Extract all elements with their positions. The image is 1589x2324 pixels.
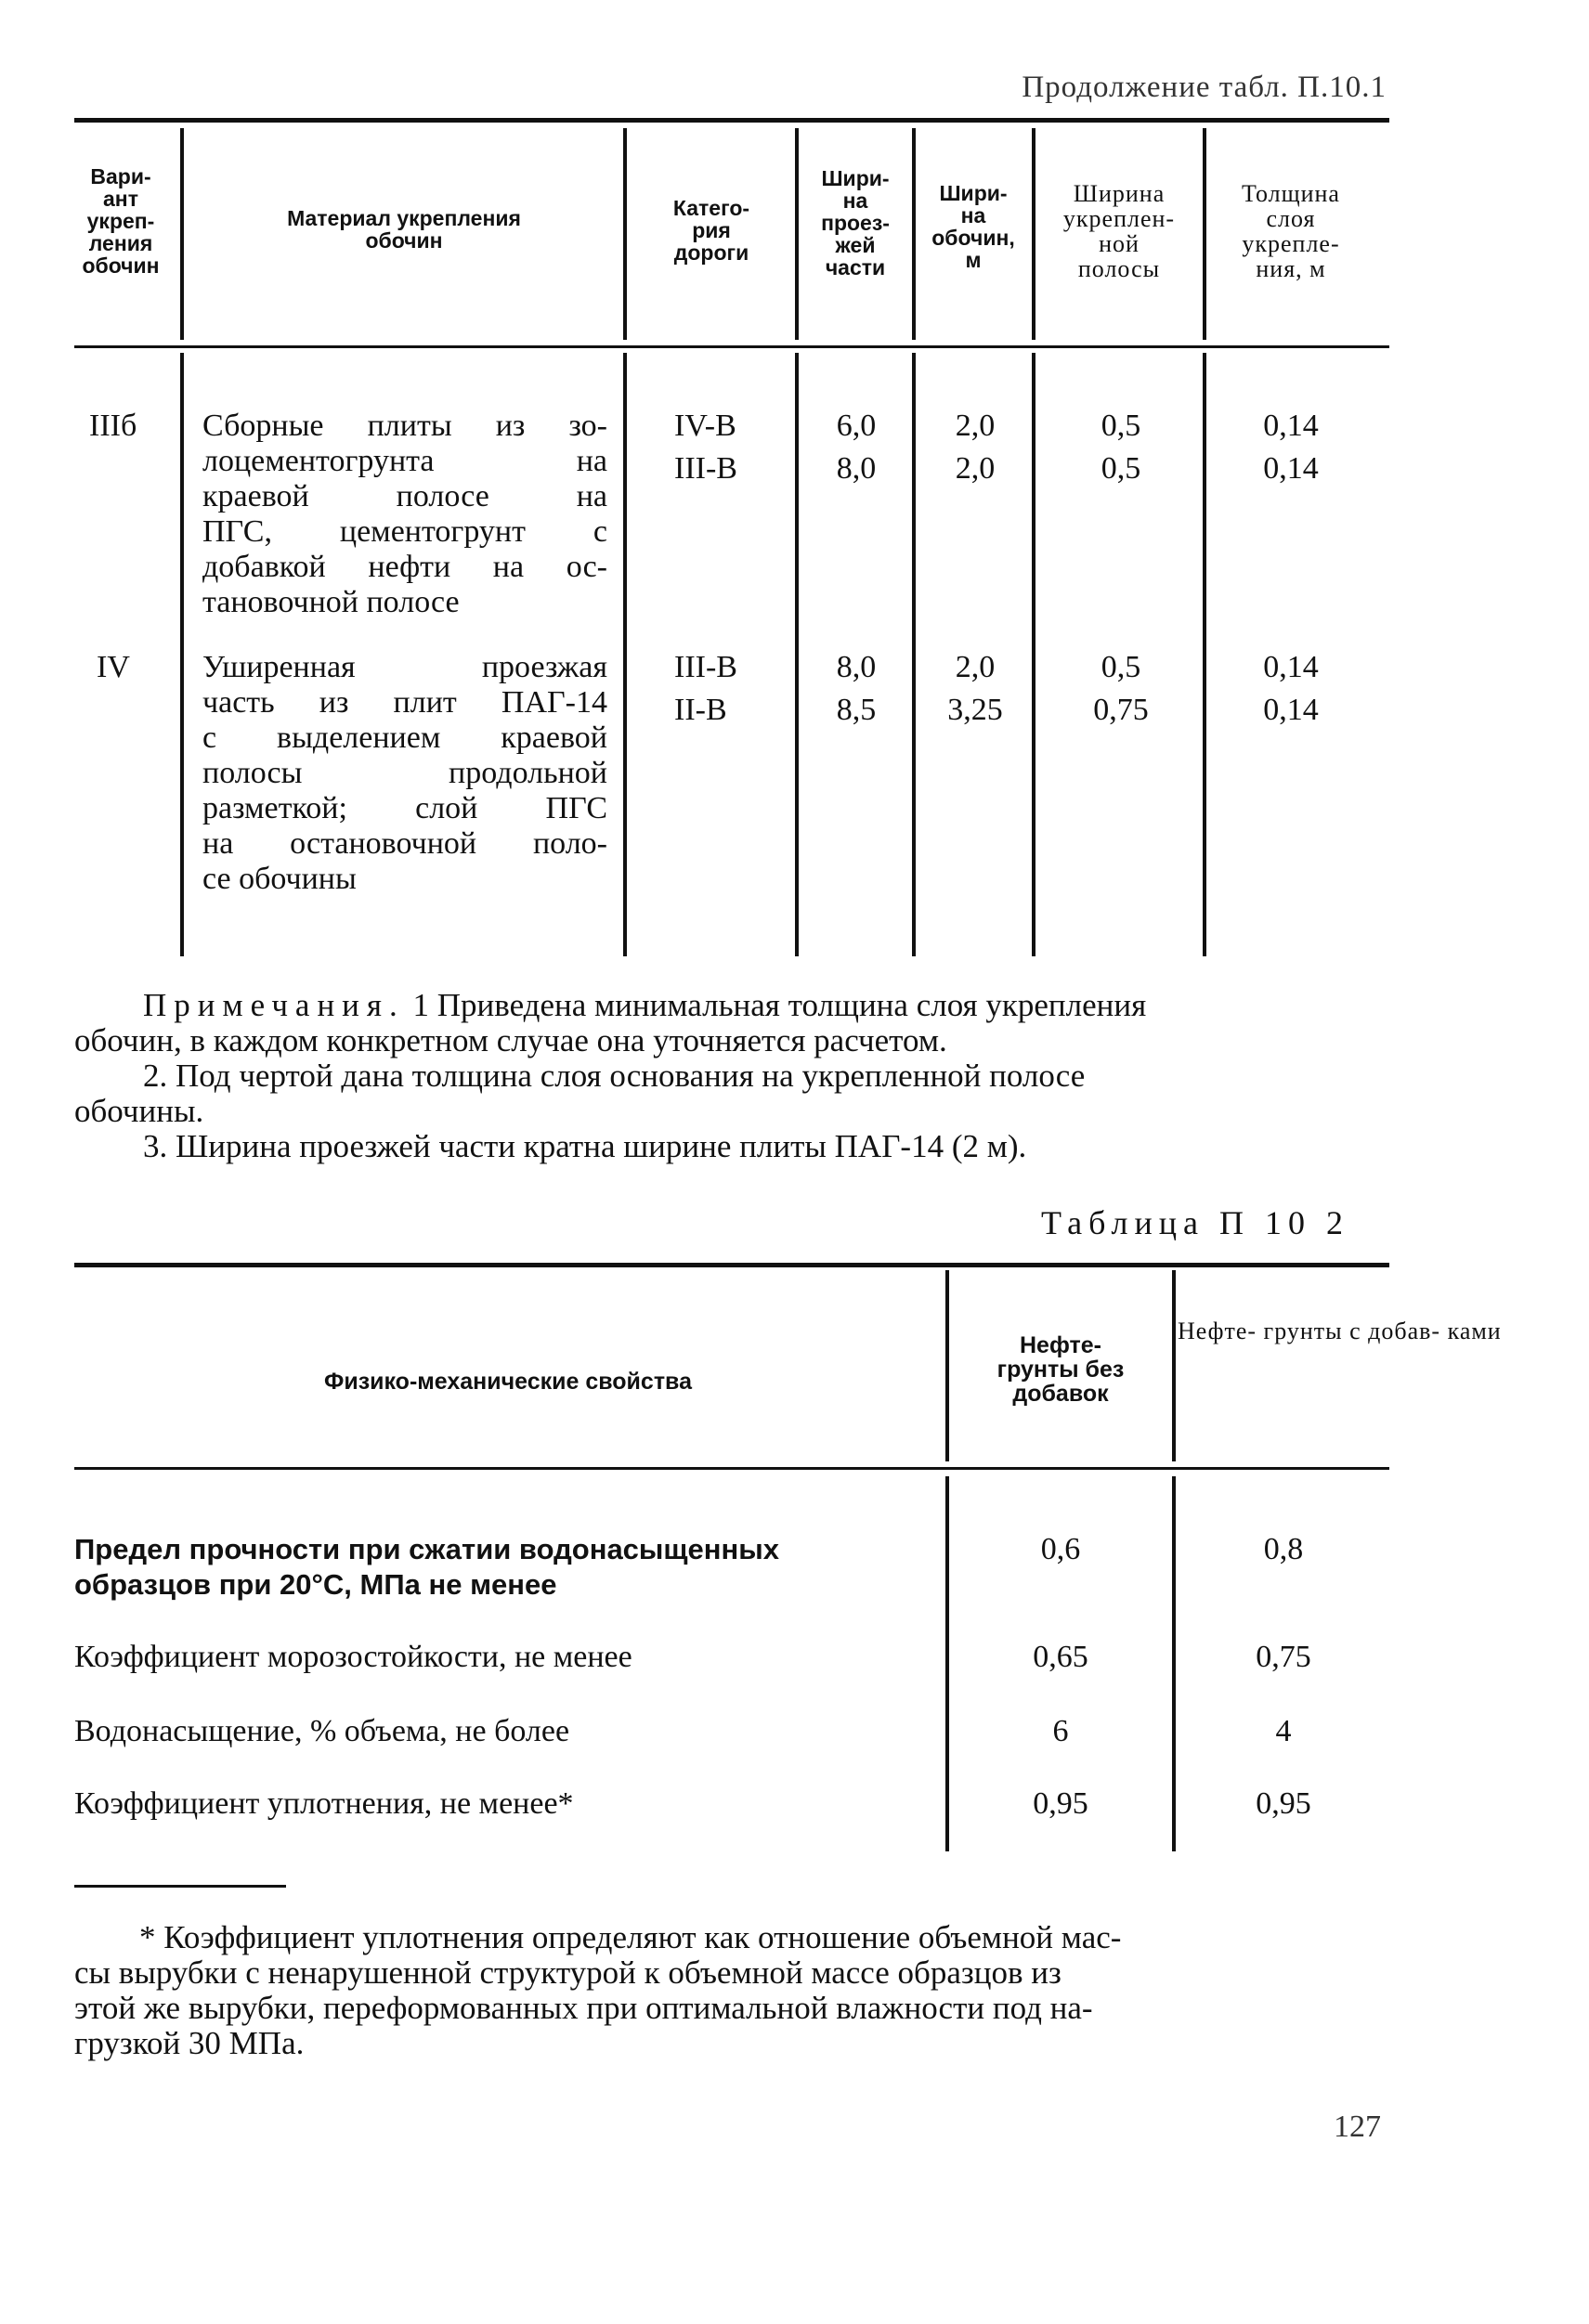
table1-header-category: Катего- рия дороги [672, 196, 750, 265]
material-line: часть из плит ПАГ-14 [202, 685, 607, 720]
notes-label: Примечания. [143, 987, 405, 1023]
note-2-line-1: 2. Под чертой дана толщина слоя основания на укрепленной полосе [143, 1058, 1086, 1094]
material-line: Сборные плиты из зо- [202, 409, 607, 443]
property-cell: Коэффициент уплотнения, не менее* [74, 1786, 574, 1821]
value-cell: 0,95 [1256, 1786, 1311, 1821]
material-line: добавкой нефти на ос- [202, 550, 607, 584]
category-cell: II-В [674, 693, 727, 727]
value-cell: 0,95 [1033, 1786, 1088, 1821]
value-cell: 6 [1052, 1714, 1069, 1748]
carriageway-cell: 8,5 [836, 693, 877, 727]
thickness-cell: 0,14 [1263, 409, 1319, 443]
table2-header-with-additives: Нефте- грунты с добав- ками [1178, 1318, 1502, 1344]
strip-cell: 0,5 [1101, 409, 1141, 443]
strip-cell: 0,75 [1093, 693, 1149, 727]
footnote-line-1: * Коэффициент уплотнения определяют как отношение объемной мас- [139, 1919, 1122, 1955]
property-cell: Предел прочности при сжатии водонасыщенных образцов при 20°С, МПа не менее [74, 1533, 779, 1601]
material-line: краевой полосе на [202, 479, 607, 513]
shoulder-cell: 2,0 [955, 451, 996, 486]
shoulder-cell: 2,0 [955, 409, 996, 443]
table2-header-without-additives: Нефте- грунты без добавок [996, 1332, 1125, 1407]
shoulder-cell: 2,0 [955, 650, 996, 684]
note-1-line-2: обочин, в каждом конкретном случае она уточняется расчетом. [74, 1022, 947, 1058]
footnote-line-2: сы вырубки с ненарушенной структурой к объемной массе образцов из [74, 1954, 1062, 1991]
table1-header-variant: Вари- ант укреп- ления обочин [82, 164, 160, 278]
table2-header-property: Физико-механические свойства [323, 1369, 693, 1395]
table-2-caption: Таблица П 10 2 [1041, 1204, 1349, 1241]
strip-cell: 0,5 [1101, 650, 1141, 684]
strip-cell: 0,5 [1101, 451, 1141, 486]
note-2-line-2: обочины. [74, 1093, 204, 1129]
value-cell: 0,65 [1033, 1640, 1088, 1674]
table1-header-thickness: Толщина слоя укрепле- ния, м [1242, 180, 1340, 282]
variant-cell: IV [97, 650, 130, 684]
carriageway-cell: 8,0 [836, 650, 877, 684]
table1-header-material: Материал укрепления обочин [287, 206, 521, 253]
table1-header-strip: Ширина укреплен- ной полосы [1062, 180, 1176, 282]
footnote-line-3: этой же вырубки, переформованных при оптимальной влажности под на- [74, 1990, 1093, 2026]
value-cell: 0,75 [1256, 1640, 1311, 1674]
thickness-cell: 0,14 [1263, 451, 1319, 486]
variant-cell: IIIб [89, 409, 137, 443]
table1-header-carriageway: Шири- на проез- жей части [821, 166, 890, 279]
carriageway-cell: 6,0 [836, 409, 877, 443]
material-line: на остановочной поло- [202, 826, 607, 861]
material-line: ПГС, цементогрунт с [202, 514, 607, 549]
footnote-rule [74, 1885, 286, 1888]
material-line: Уширенная проезжая [202, 650, 607, 684]
material-line: с выделением краевой [202, 721, 607, 755]
note-3: 3. Ширина проезжей части кратна ширине плиты ПАГ-14 (2 м). [143, 1128, 1027, 1164]
thickness-cell: 0,14 [1263, 650, 1319, 684]
material-line: се обочины [202, 862, 357, 896]
table1-header-shoulder: Шири- на обочин, м [931, 181, 1015, 272]
footnote-line-4: грузкой 30 МПа. [74, 2025, 305, 2061]
table-continuation-caption: Продолжение табл. П.10.1 [1022, 71, 1387, 104]
category-cell: III-В [674, 451, 737, 486]
material-line: разметкой; слой ПГС [202, 791, 607, 825]
category-cell: IV-В [674, 409, 736, 443]
material-line: полосы продольной [202, 756, 607, 790]
thickness-cell: 0,14 [1263, 693, 1319, 727]
material-line: тановочной полосе [202, 585, 460, 619]
property-cell: Водонасыщение, % объема, не более [74, 1714, 570, 1748]
page-number: 127 [1334, 2110, 1381, 2144]
value-cell: 4 [1275, 1714, 1292, 1748]
property-cell: Коэффициент морозостойкости, не менее [74, 1640, 632, 1674]
shoulder-cell: 3,25 [947, 693, 1003, 727]
value-cell: 0,8 [1263, 1532, 1304, 1566]
carriageway-cell: 8,0 [836, 451, 877, 486]
value-cell: 0,6 [1040, 1532, 1081, 1566]
material-line: лоцементогрунта на [202, 444, 607, 478]
category-cell: III-В [674, 650, 737, 684]
note-1-line-1: 1 Приведена минимальная толщина слоя укрепления [412, 987, 1147, 1023]
